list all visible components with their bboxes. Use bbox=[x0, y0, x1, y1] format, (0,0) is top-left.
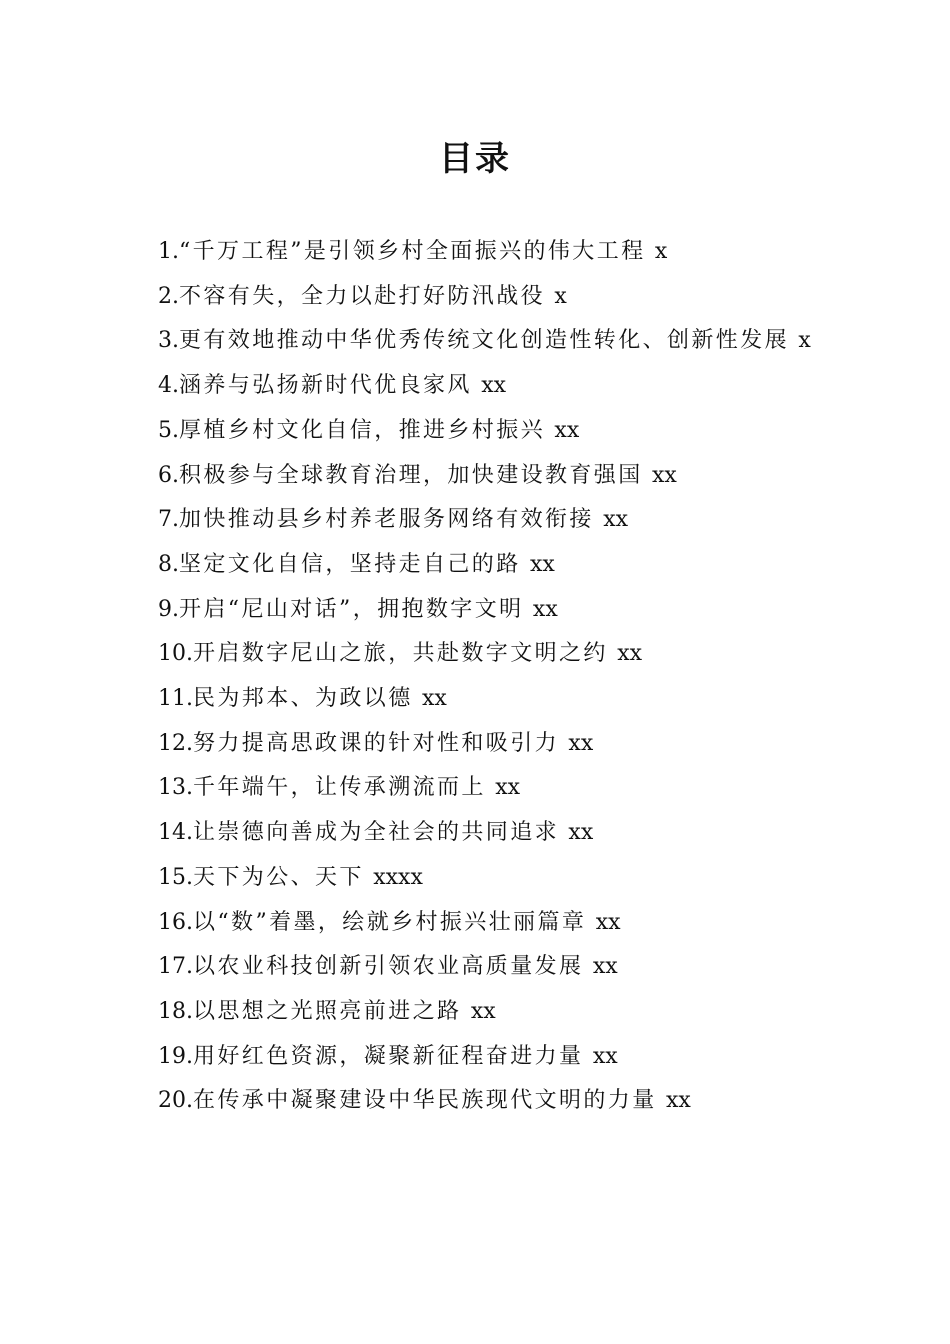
toc-entry-number: 7. bbox=[158, 507, 179, 533]
toc-entry-title: 不容有失，全力以赴打好防汛战役 bbox=[179, 283, 546, 309]
toc-entry-title: 积极参与全球教育治理，加快建设教育强国 bbox=[179, 462, 643, 488]
toc-entry-title: 更有效地推动中华优秀传统文化创造性转化、创新性发展 bbox=[179, 328, 790, 354]
toc-entry-number: 2. bbox=[158, 283, 179, 309]
toc-entry-number: 12. bbox=[158, 730, 193, 756]
toc-entry-12 bbox=[118, 722, 830, 767]
table-of-contents bbox=[118, 230, 830, 1124]
toc-entry-page: xx bbox=[495, 775, 521, 801]
toc-entry-7 bbox=[118, 498, 830, 543]
toc-entry-title: 在传承中凝聚建设中华民族现代文明的力量 bbox=[193, 1088, 657, 1114]
toc-entry-number: 6. bbox=[158, 462, 179, 488]
toc-entry-title: 以农业科技创新引领农业高质量发展 bbox=[193, 954, 584, 980]
toc-entry-number: 9. bbox=[158, 596, 179, 622]
toc-entry-page: x bbox=[554, 283, 567, 309]
toc-entry-19 bbox=[118, 1035, 830, 1080]
toc-entry-page: xx bbox=[652, 462, 677, 488]
toc-entry-title: 千年端午，让传承溯流而上 bbox=[193, 775, 486, 801]
toc-entry-9 bbox=[118, 588, 830, 633]
toc-entry-title: 加快推动县乡村养老服务网络有效衔接 bbox=[179, 507, 594, 533]
toc-entry-title: 涵养与弘扬新时代优良家风 bbox=[179, 373, 472, 399]
toc-entry-page: xx bbox=[532, 596, 558, 622]
toc-entry-2 bbox=[118, 275, 830, 320]
toc-entry-11 bbox=[118, 677, 830, 722]
toc-entry-4 bbox=[118, 364, 830, 409]
toc-entry-title: 用好红色资源，凝聚新征程奋进力量 bbox=[193, 1043, 584, 1069]
toc-entry-page: xx bbox=[617, 641, 643, 667]
toc-entry-number: 14. bbox=[158, 820, 193, 846]
toc-entry-title: 坚定文化自信，坚持走自己的路 bbox=[179, 551, 521, 577]
toc-entry-number: 20. bbox=[158, 1088, 193, 1114]
toc-entry-title: 努力提高思政课的针对性和吸引力 bbox=[193, 730, 560, 756]
toc-entry-number: 19. bbox=[158, 1043, 193, 1069]
toc-entry-16 bbox=[118, 901, 830, 946]
toc-entry-page: xx bbox=[603, 507, 629, 533]
toc-entry-page: xx bbox=[554, 417, 580, 443]
toc-entry-page: xx bbox=[422, 686, 447, 712]
toc-entry-15 bbox=[118, 856, 830, 901]
toc-entry-5 bbox=[118, 409, 830, 454]
toc-entry-page: xx bbox=[666, 1088, 691, 1114]
toc-entry-page: xx bbox=[592, 1043, 618, 1069]
toc-entry-number: 11. bbox=[158, 686, 193, 712]
toc-entry-title: 厚植乡村文化自信，推进乡村振兴 bbox=[179, 417, 546, 443]
toc-entry-number: 10. bbox=[158, 641, 193, 667]
toc-entry-14 bbox=[118, 811, 830, 856]
toc-entry-number: 4. bbox=[158, 373, 179, 399]
toc-entry-10 bbox=[118, 632, 830, 677]
toc-entry-number: 18. bbox=[158, 998, 193, 1024]
toc-entry-title: 天下为公、天下 bbox=[193, 864, 364, 890]
toc-entry-17 bbox=[118, 945, 830, 990]
toc-entry-number: 13. bbox=[158, 775, 193, 801]
toc-entry-page: x bbox=[798, 328, 811, 354]
toc-entry-number: 3. bbox=[158, 328, 179, 354]
toc-entry-page: xx bbox=[530, 551, 555, 577]
toc-entry-page: xx bbox=[568, 820, 594, 846]
toc-entry-page: xx bbox=[595, 909, 621, 935]
toc-entry-page: xxxx bbox=[373, 864, 423, 890]
toc-entry-number: 17. bbox=[158, 954, 193, 980]
toc-entry-title: 民为邦本、为政以德 bbox=[193, 686, 413, 712]
toc-entry-number: 15. bbox=[158, 864, 193, 890]
toc-entry-number: 8. bbox=[158, 551, 179, 577]
toc-entry-title: 以思想之光照亮前进之路 bbox=[193, 998, 462, 1024]
toc-entry-3 bbox=[118, 319, 830, 364]
toc-entry-number: 5. bbox=[158, 417, 179, 443]
toc-entry-page: x bbox=[654, 239, 668, 264]
toc-entry-title: “千万工程”是引领乡村全面振兴的伟大工程 bbox=[179, 239, 646, 264]
toc-entry-title: 让崇德向善成为全社会的共同追求 bbox=[193, 820, 560, 846]
toc-entry-title: 开启数字尼山之旅，共赴数字文明之约 bbox=[193, 641, 608, 667]
toc-entry-number: 16. bbox=[158, 909, 193, 935]
toc-entry-13 bbox=[118, 766, 830, 811]
page-title: 目录 bbox=[439, 139, 511, 179]
toc-entry-page: xx bbox=[481, 373, 507, 399]
toc-entry-title: 开启“尼山对话”，拥抱数字文明 bbox=[179, 596, 524, 622]
toc-entry-8 bbox=[118, 543, 830, 588]
toc-entry-page: xx bbox=[568, 730, 594, 756]
toc-entry-title: 以“数”着墨，绘就乡村振兴壮丽篇章 bbox=[193, 909, 587, 935]
toc-entry-1 bbox=[118, 230, 830, 275]
toc-entry-number: 1. bbox=[158, 239, 179, 264]
toc-entry-page: xx bbox=[470, 998, 496, 1024]
toc-entry-20 bbox=[118, 1079, 830, 1124]
toc-entry-6 bbox=[118, 454, 830, 499]
toc-entry-18 bbox=[118, 990, 830, 1035]
toc-entry-page: xx bbox=[592, 954, 618, 980]
